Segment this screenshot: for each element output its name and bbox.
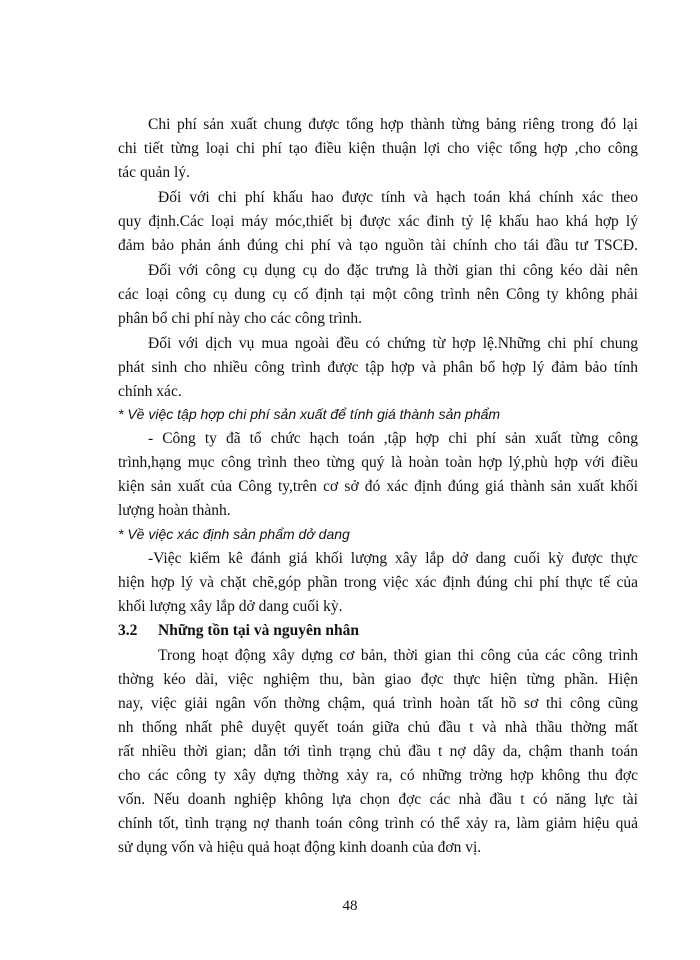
p5-line-1: - Công ty đã tổ chức hạch toán ,tập hợp chi phí sản xuất từng công [148,430,638,447]
p5-line-2: trình,hạng mục công trình theo từng quý là hoàn toàn hợp lý,phù hợp với điều [118,454,638,471]
subheading-work-in-progress: * Về việc xác định sản phẩm dở dang [118,526,350,542]
page-number: 48 [342,898,358,914]
p3-line-2: các loại công cụ dung cụ cố định tại một công trình nên Công ty không phải [118,286,638,303]
p2-line-2: quy định.Các loại máy móc,thiết bị được xác đinh tỷ lệ khấu hao khá hợp lý [118,213,638,230]
subheading-cost-aggregation: * Về việc tập hợp chi phí sản xuất để tính giá thành sản phẩm [118,406,501,422]
p2-line-1: Đối với chi phí khấu hao được tính và hạch toán khá chính xác theo [158,189,638,206]
p3-line-3: phân bổ chi phí này cho các công trình. [118,310,363,327]
section-title: Những tồn tại và nguyên nhân [158,622,359,639]
p7-line-5: rất nhiều thời gian; dẫn tới tình trạng chủ đầu t nợ dây da, chậm thanh toán [118,743,638,760]
p2-line-3: đảm bảo phản ánh đúng chi phí và tạo nguồn tài chính cho tái đầu tư TSCĐ. [118,237,638,254]
p5-line-4: lượng hoàn thành. [118,502,231,519]
p7-line-9: sử dụng vốn và hiệu quả hoạt động kinh doanh của đơn vị. [118,839,482,856]
p1-line-1: Chi phí sản xuất chung được tổng hợp thành từng bảng riêng trong đó lại [148,116,638,133]
p4-line-2: phát sinh cho nhiều công trình được tập hợp và phân bổ hợp lý đảm bảo tính [118,359,638,376]
section-number: 3.2 [118,622,138,639]
p7-line-8: chính tốt, tình trạng nợ thanh toán công trình có thể xảy ra, làm giảm hiệu quả [118,815,638,832]
p1-line-2: chi tiết từng loại chi phí tạo điều kiện thuận lợi cho việc tổng hợp ,cho công [118,140,638,157]
p7-line-1: Trong hoạt động xây dựng cơ bản, thời gian thi công của các công trình [158,647,638,664]
p7-line-3: nay, việc giải ngân vốn thờng chậm, quá trình hoàn tất hồ sơ thi công cũng [118,695,638,712]
p4-line-3: chính xác. [118,383,182,400]
p4-line-1: Đối với dịch vụ mua ngoài đều có chứng từ hợp lệ.Những chi phí chung [148,335,638,352]
p7-line-2: thờng kéo dài, việc nghiệm thu, bàn giao đợc thực hiện từng phần. Hiện [118,671,638,688]
p7-line-7: vốn. Nếu doanh nghiệp không lựa chọn đợc các nhà đầu t có năng lực tài [118,791,638,808]
p5-line-3: kiện sản xuất của Công ty,trên cơ sở đó xác định đúng giá thành sản xuất khối [118,478,638,495]
p6-line-1: -Việc kiểm kê đánh giá khối lượng xây lắp dở dang cuối kỳ được thực [148,550,638,567]
p6-line-2: hiện hợp lý và chặt chẽ,góp phần trong việc xác định đúng chi phí thực tế của [118,574,638,591]
p7-line-4: nh thống nhất phê duyệt quyết toán giữa chủ đầu t và nhà thầu thờng mất [118,719,638,736]
p3-line-1: Đối với công cụ dụng cụ do đặc trưng là thời gian thi công kéo dài nên [148,262,638,279]
p1-line-3: tác quản lý. [118,164,190,181]
p6-line-3: khối lượng xây lắp dở dang cuối kỳ. [118,598,343,615]
p7-line-6: cho các công ty xây dựng thờng xảy ra, có những trờng hợp không thu đợc [118,767,638,784]
